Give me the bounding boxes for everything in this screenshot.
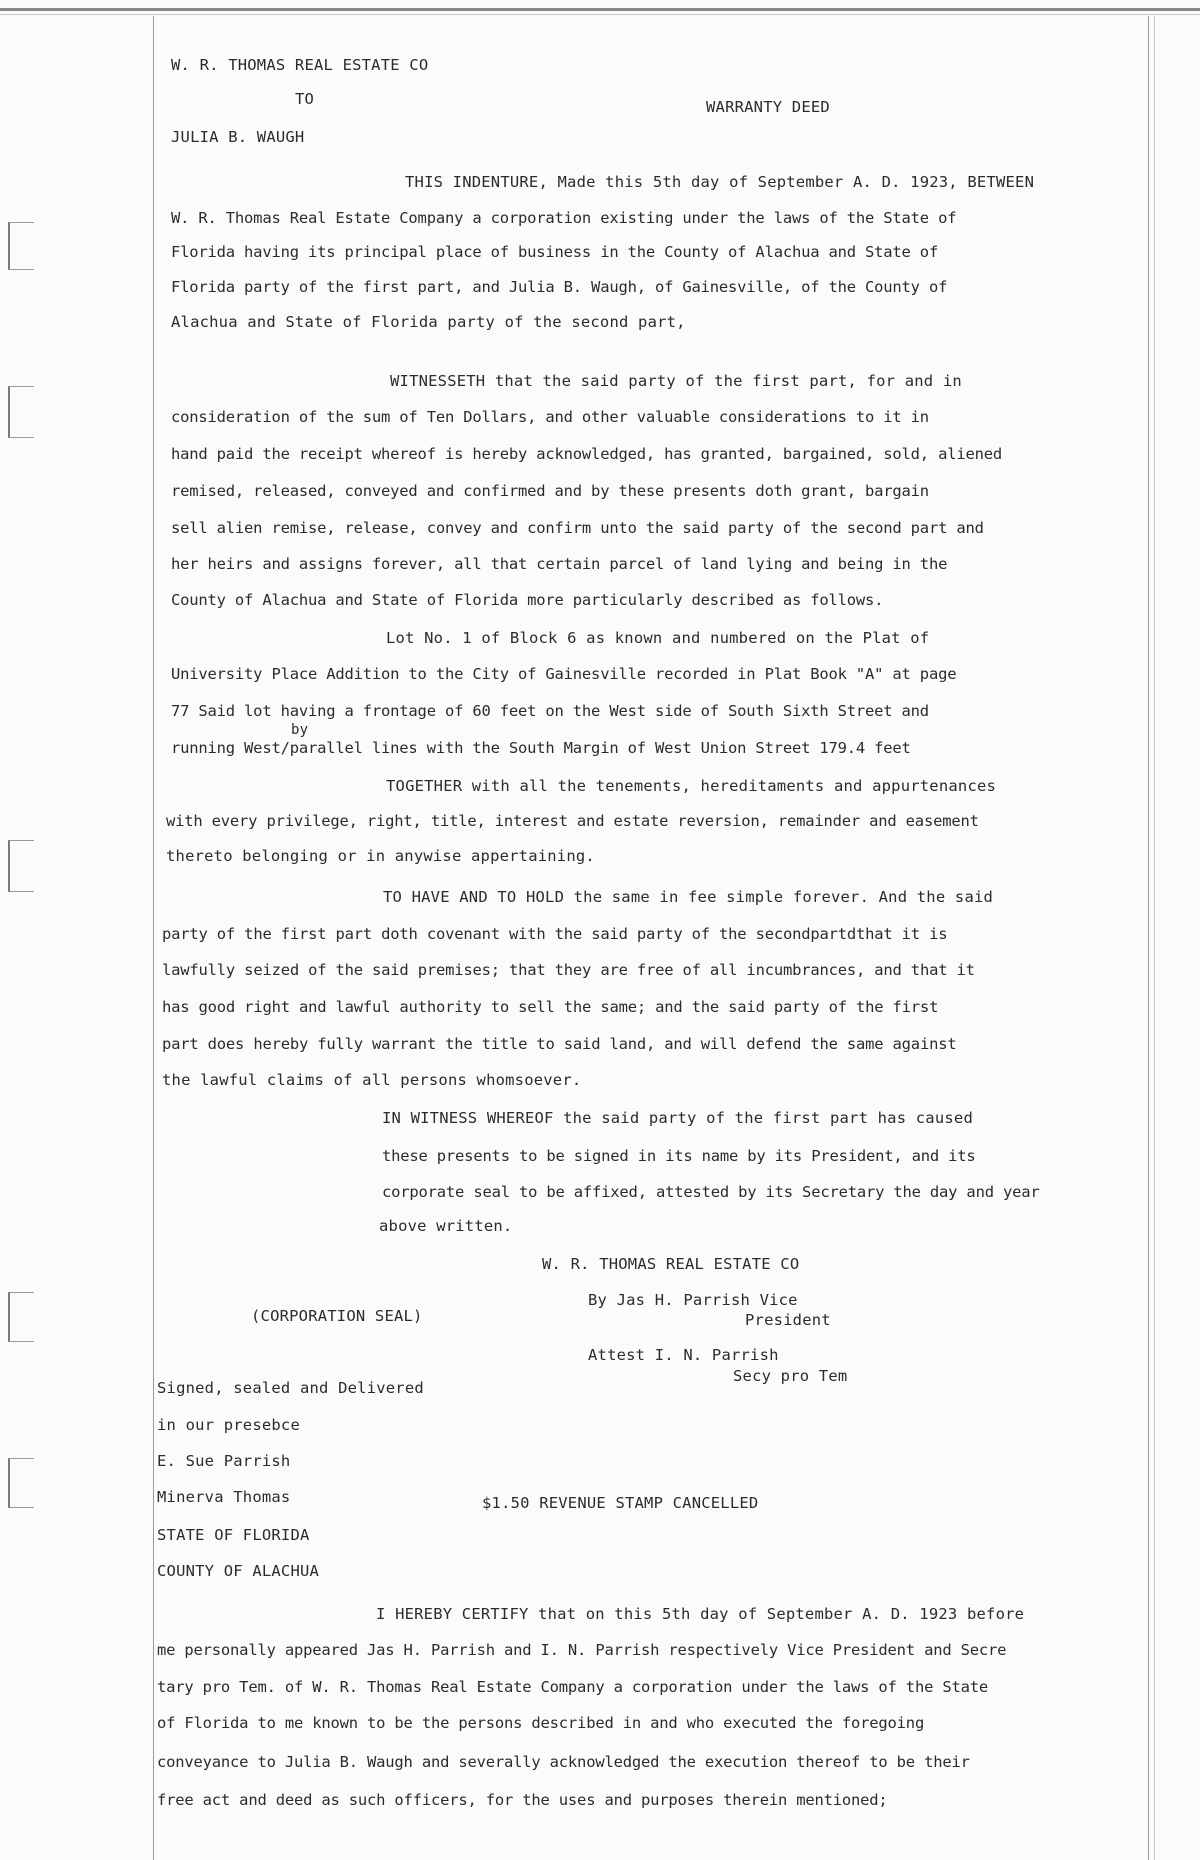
witnesseth-line: hand paid the receipt whereof is hereby acknowledged, has granted, bargained, sold, aliened xyxy=(171,445,1002,463)
attest-title: Secy pro Tem xyxy=(733,1367,848,1385)
together-line: TOGETHER with all the tenements, hereditaments and appurtenances xyxy=(386,777,997,795)
binder-hole-mark xyxy=(8,222,34,270)
corporation-seal-label: (CORPORATION SEAL) xyxy=(251,1307,423,1325)
interlinear-insertion: by xyxy=(291,722,309,738)
habendum-line: part does hereby fully warrant the title to said land, and will defend the same against xyxy=(162,1035,957,1053)
certificate-line: of Florida to me known to be the persons described in and who executed the foregoing xyxy=(157,1714,925,1732)
in-witness-line: above written. xyxy=(379,1217,513,1235)
witnesseth-line: her heirs and assigns forever, all that certain parcel of land lying and being in the xyxy=(171,555,948,573)
indenture-line: Florida party of the first part, and Julia B. Waugh, of Gainesville, of the County of xyxy=(171,278,948,296)
indenture-line: Florida having its principal place of business in the County of Alachua and State of xyxy=(171,243,939,261)
signature-by-line: By Jas H. Parrish Vice xyxy=(588,1291,798,1309)
binder-hole-mark xyxy=(8,386,34,438)
witnesseth-line: County of Alachua and State of Florida more particularly described as follows. xyxy=(171,591,884,609)
top-rule xyxy=(0,8,1200,11)
certificate-line: conveyance to Julia B. Waugh and severally acknowledged the execution thereof to be their xyxy=(157,1753,970,1771)
certificate-line: tary pro Tem. of W. R. Thomas Real Estate Company a corporation under the laws of the State xyxy=(157,1678,988,1696)
deed-type-heading: WARRANTY DEED xyxy=(706,98,830,116)
right-margin-line xyxy=(1148,16,1149,1860)
description-line: Lot No. 1 of Block 6 as known and numbered on the Plat of xyxy=(386,629,930,647)
revenue-stamp-note: $1.50 REVENUE STAMP CANCELLED xyxy=(482,1494,759,1512)
habendum-line: TO HAVE AND TO HOLD the same in fee simple forever. And the said xyxy=(383,888,994,906)
witnesseth-line: remised, released, conveyed and confirmed and by these presents doth grant, bargain xyxy=(171,482,929,500)
certificate-line: I HEREBY CERTIFY that on this 5th day of September A. D. 1923 before xyxy=(376,1605,1025,1623)
witness-clause: Signed, sealed and Delivered xyxy=(157,1379,424,1397)
together-line: thereto belonging or in anywise appertaining. xyxy=(166,847,595,865)
witness-name: E. Sue Parrish xyxy=(157,1452,291,1470)
habendum-line: has good right and lawful authority to sell the same; and the said party of the first xyxy=(162,998,939,1016)
top-rule-thin xyxy=(0,14,1200,15)
description-line: 77 Said lot having a frontage of 60 feet on the West side of South Sixth Street and xyxy=(171,702,929,720)
grantor-heading: W. R. THOMAS REAL ESTATE CO xyxy=(171,56,429,74)
in-witness-line: corporate seal to be affixed, attested by its Secretary the day and year xyxy=(382,1183,1040,1201)
venue-county: COUNTY OF ALACHUA xyxy=(157,1562,320,1580)
description-line: running West/parallel lines with the South Margin of West Union Street 179.4 feet xyxy=(171,739,911,757)
together-line: with every privilege, right, title, interest and estate reversion, remainder and easement xyxy=(166,812,979,830)
description-line: University Place Addition to the City of Gainesville recorded in Plat Book "A" at page xyxy=(171,665,957,683)
attest-line: Attest I. N. Parrish xyxy=(588,1346,779,1364)
in-witness-line: IN WITNESS WHEREOF the said party of the first part has caused xyxy=(382,1109,973,1127)
in-witness-line: these presents to be signed in its name by its President, and its xyxy=(382,1147,976,1165)
indenture-line: W. R. Thomas Real Estate Company a corporation existing under the laws of the State of xyxy=(171,209,957,227)
binder-hole-mark xyxy=(8,1458,34,1508)
witness-name: Minerva Thomas xyxy=(157,1488,291,1506)
to-heading: TO xyxy=(295,90,315,108)
witnesseth-line: WITNESSETH that the said party of the first part, for and in xyxy=(390,372,962,390)
certificate-line: free act and deed as such officers, for the uses and purposes therein mentioned; xyxy=(157,1791,888,1809)
signature-company: W. R. THOMAS REAL ESTATE CO xyxy=(542,1255,800,1273)
habendum-line: lawfully seized of the said premises; that they are free of all incumbrances, and that it xyxy=(162,961,975,979)
venue-state: STATE OF FLORIDA xyxy=(157,1526,310,1544)
certificate-line: me personally appeared Jas H. Parrish and I. N. Parrish respectively Vice President and Secre xyxy=(157,1641,1007,1659)
witnesseth-line: consideration of the sum of Ten Dollars, and other valuable considerations to it in xyxy=(171,408,929,426)
binder-hole-mark xyxy=(8,840,34,892)
witness-clause: in our presebce xyxy=(157,1416,300,1434)
right-margin-line-outer xyxy=(1154,16,1155,1860)
indenture-line: THIS INDENTURE, Made this 5th day of September A. D. 1923, BETWEEN xyxy=(405,173,1035,191)
binder-hole-mark xyxy=(8,1292,34,1342)
witnesseth-line: sell alien remise, release, convey and confirm unto the said party of the second part and xyxy=(171,519,984,537)
habendum-line: party of the first part doth covenant with the said party of the secondpartdthat it is xyxy=(162,925,948,943)
habendum-line: the lawful claims of all persons whomsoever. xyxy=(162,1071,582,1089)
grantee-heading: JULIA B. WAUGH xyxy=(171,128,305,146)
left-margin-line xyxy=(153,16,154,1860)
signature-by-title: President xyxy=(745,1311,831,1329)
indenture-line: Alachua and State of Florida party of the second part, xyxy=(171,313,686,331)
